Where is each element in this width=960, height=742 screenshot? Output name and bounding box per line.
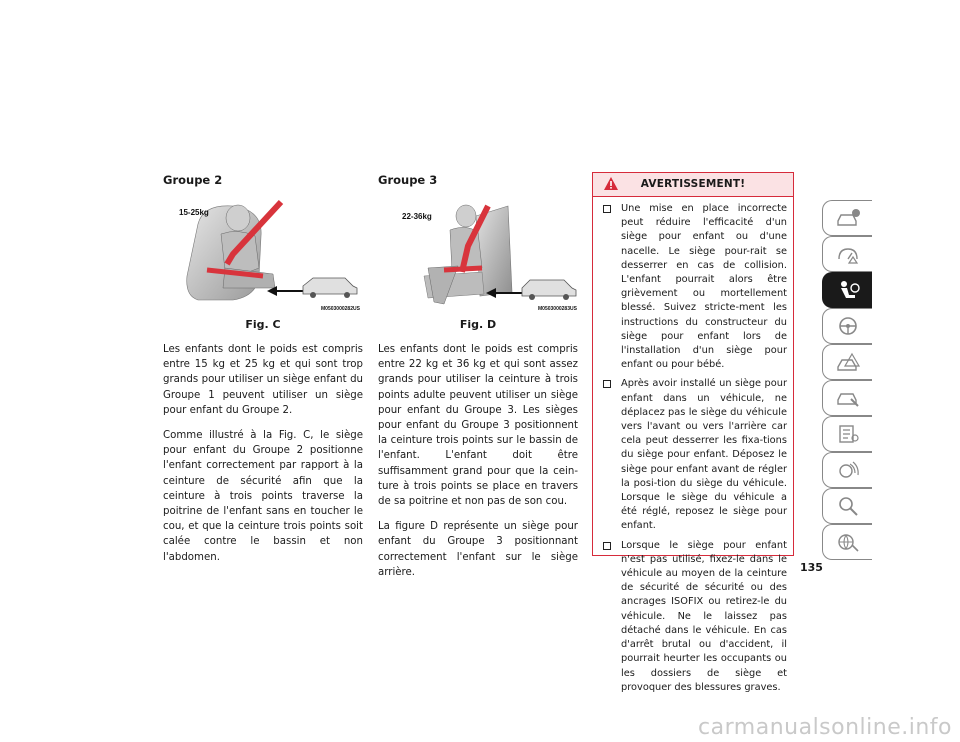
dashboard-warning-icon (835, 243, 861, 265)
bullet-square-icon (603, 380, 611, 388)
middle-column-text (378, 342, 578, 590)
paragraph: Les enfants dont le poids est compris entre 22 kg et 36 kg et qui sont assez grands pour utiliser la ceinture à trois points adulte peuvent utiliser un siège pour enfant du Groupe 3. Les sièges pour enfant du Groupe 3 positionnent la ceinture trois points sur le bassin de l'enfant. L'enfant doit être suffisamment grand pour que la cein-ture à trois points se place en travers de sa poitrine et non pas de son cou. (378, 344, 578, 508)
section-heading-groupe-2: Groupe 2 (163, 173, 223, 187)
tab-multimedia[interactable] (822, 452, 872, 488)
page-number: 135 (800, 561, 823, 574)
paragraph: La figure D représente un siège pour enfant du Groupe 3 positionnant correctement l'enfant sur le siège arrière. (378, 521, 578, 578)
left-column-text (163, 342, 363, 575)
figure-c-illustration (163, 196, 363, 314)
warning-item: Une mise en place incorrecte peut réduire l'efficacité d'un siège pour enfant ou d'une nacelle. Le siège pour-rait se desserrer en cas de collision. L'enfant pourrait alors être grièvement ou mortellement blessé. Suivez stricte-ment les instructions du constructeur du siège pour enfant lors de l'installation d'un siège pour enfant ou pour bébé. (603, 202, 787, 372)
tab-service[interactable] (822, 380, 872, 416)
steering-wheel-icon (835, 315, 861, 337)
warning-title: AVERTISSEMENT! (640, 178, 746, 190)
figure-code: M0503000283US (538, 306, 577, 312)
tab-search[interactable] (822, 488, 872, 524)
figure-caption-c: Fig. C (245, 318, 281, 331)
warning-box (592, 172, 794, 693)
warning-list (593, 202, 793, 695)
language-index-icon (835, 531, 861, 553)
tab-dashboard[interactable] (822, 236, 872, 272)
multimedia-icon (835, 459, 861, 481)
bullet-square-icon (603, 205, 611, 213)
service-car-icon (835, 387, 861, 409)
search-icon (835, 495, 861, 517)
tab-seat-safety[interactable] (822, 272, 872, 308)
paragraph: Comme illustré à la Fig. C, le siège pour enfant du Groupe 2 positionne l'enfant correctement par rapport à la ceinture de sécurité afin que la ceinture à trois points traverse la poitrine de l'enfant sans en toucher le cou, et que la ceinture trois points soit calée contre le bassin et non l'abdomen. (163, 430, 363, 563)
figure-code: M0503000282US (321, 306, 360, 312)
maintenance-list-icon (835, 423, 861, 445)
paragraph: Les enfants dont le poids est compris entre 15 kg et 25 kg et qui sont trop grands pour utiliser un siège enfant du Groupe 1 peuvent utiliser un siège pour enfant du Groupe 2. (163, 344, 363, 416)
tab-car-info[interactable] (822, 200, 872, 236)
warning-header (593, 173, 793, 197)
warning-item: Lorsque le siège pour enfant n'est pas utilisé, fixez-le dans le véhicule au moyen de la ceinture de sécurité de sécurité ou des ancrages ISOFIX ou retirez-le du véhicule. Ne le laissez pas détaché dans le véhicule. En cas d'arrêt brutal ou d'accident, il pourrait heurter les occupants ou les dossiers de siège et provoquer des blessures graves. (603, 539, 787, 695)
section-heading-groupe-3: Groupe 3 (378, 173, 438, 187)
footer (0, 715, 960, 742)
tab-language-index[interactable] (822, 524, 872, 560)
tab-emergency[interactable] (822, 344, 872, 380)
car-info-icon (835, 207, 861, 229)
tab-steering[interactable] (822, 308, 872, 344)
figure-d-illustration (378, 196, 578, 314)
emergency-warning-icon (835, 351, 861, 373)
tab-maintenance[interactable] (822, 416, 872, 452)
seat-safety-icon (835, 279, 861, 301)
bullet-square-icon (603, 542, 611, 550)
weight-label: 22-36kg (402, 212, 432, 221)
warning-item: Après avoir installé un siège pour enfant dans un véhicule, ne déplacez pas le siège du véhicule vers l'avant ou vers l'arrière car cela peut desserrer les fixa-tions du siège pour enfant. Déposez le siège pour enfant avant de régler la posi-tion du siège du véhicule. Lorsque le siège du véhicule a été réglé, reposez le siège pour enfant. (603, 377, 787, 533)
watermark-text[interactable]: carmanualsonline.info (698, 715, 952, 740)
figure-caption-d: Fig. D (459, 318, 497, 331)
weight-label: 15-25kg (179, 208, 209, 217)
